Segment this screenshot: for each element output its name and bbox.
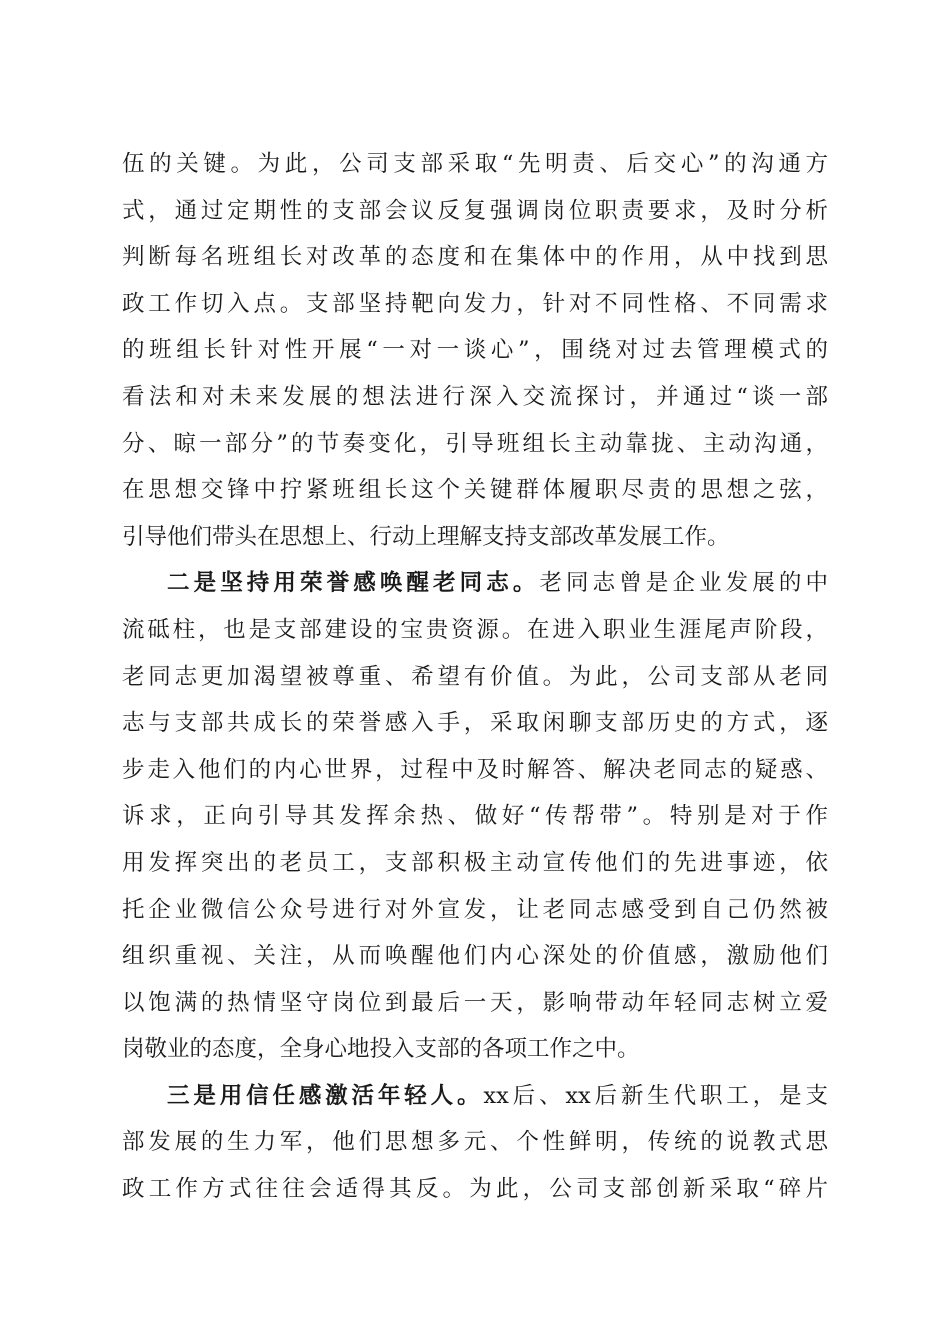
paragraph2-first-text: 老同志曾是企业发展的中 [539, 570, 828, 597]
paragraph2-line: 志与支部共成长的荣誉感入手，采取闲聊支部历史的方式，逐 [122, 710, 828, 737]
paragraph2-line: 流砥柱，也是支部建设的宝贵资源。在进入职业生涯尾声阶段， [122, 616, 828, 643]
paragraph1-line: 在思想交锋中拧紧班组长这个关键群体履职尽责的思想之弦， [122, 477, 828, 504]
paragraph1-line: 分、晾一部分”的节奏变化，引导班组长主动靠拢、主动沟通， [122, 430, 828, 457]
paragraph2-first-line [122, 560, 828, 607]
paragraph2-line: 老同志更加渴望被尊重、希望有价值。为此，公司支部从老同 [122, 663, 828, 690]
paragraph2-line: 步走入他们的内心世界，过程中及时解答、解决老同志的疑惑、 [122, 756, 828, 783]
paragraph1-line: 引导他们带头在思想上、行动上理解支持支部改革发展工作。 [122, 523, 730, 550]
paragraph1-line: 看法和对未来发展的想法进行深入交流探讨，并通过“谈一部 [122, 383, 828, 410]
paragraph1-line: 政工作切入点。支部坚持靶向发力，针对不同性格、不同需求 [122, 290, 828, 317]
body-text [122, 141, 828, 1213]
paragraph2-line: 以饱满的热情坚守岗位到最后一天，影响带动年轻同志树立爱 [122, 989, 828, 1016]
paragraph3-line: 政工作方式往往会适得其反。为此，公司支部创新采取“碎片 [122, 1176, 828, 1203]
paragraph1-line: 判断每名班组长对改革的态度和在集体中的作用，从中找到思 [122, 244, 828, 271]
paragraph3-heading: 三是用信任感激活年轻人。 [167, 1082, 484, 1109]
paragraph2-line: 诉求，正向引导其发挥余热、做好“传帮带”。特别是对于作 [122, 803, 828, 830]
paragraph1-line: 式，通过定期性的支部会议反复强调岗位职责要求，及时分析 [122, 197, 828, 224]
paragraph2-line: 组织重视、关注，从而唤醒他们内心深处的价值感，激励他们 [122, 943, 828, 970]
paragraph3-line: 部发展的生力军，他们思想多元、个性鲜明，传统的说教式思 [122, 1129, 828, 1156]
paragraph2-heading: 二是坚持用荣誉感唤醒老同志。 [167, 570, 540, 597]
paragraph1-line: 伍的关键。为此，公司支部采取“先明责、后交心”的沟通方 [122, 151, 828, 177]
paragraph3-first-text: xx后、xx后新生代职工，是支 [483, 1082, 828, 1109]
paragraph3-first-line [122, 1073, 828, 1120]
paragraph2-line: 托企业微信公众号进行对外宣发，让老同志感受到自己仍然被 [122, 896, 828, 923]
paragraph1-line: 的班组长针对性开展“一对一谈心”，围绕对过去管理模式的 [122, 337, 828, 364]
paragraph2-line: 用发挥突出的老员工，支部积极主动宣传他们的先进事迹，依 [122, 849, 828, 876]
paragraph2-line: 岗敬业的态度，全身心地投入支部的各项工作之中。 [122, 1036, 640, 1063]
